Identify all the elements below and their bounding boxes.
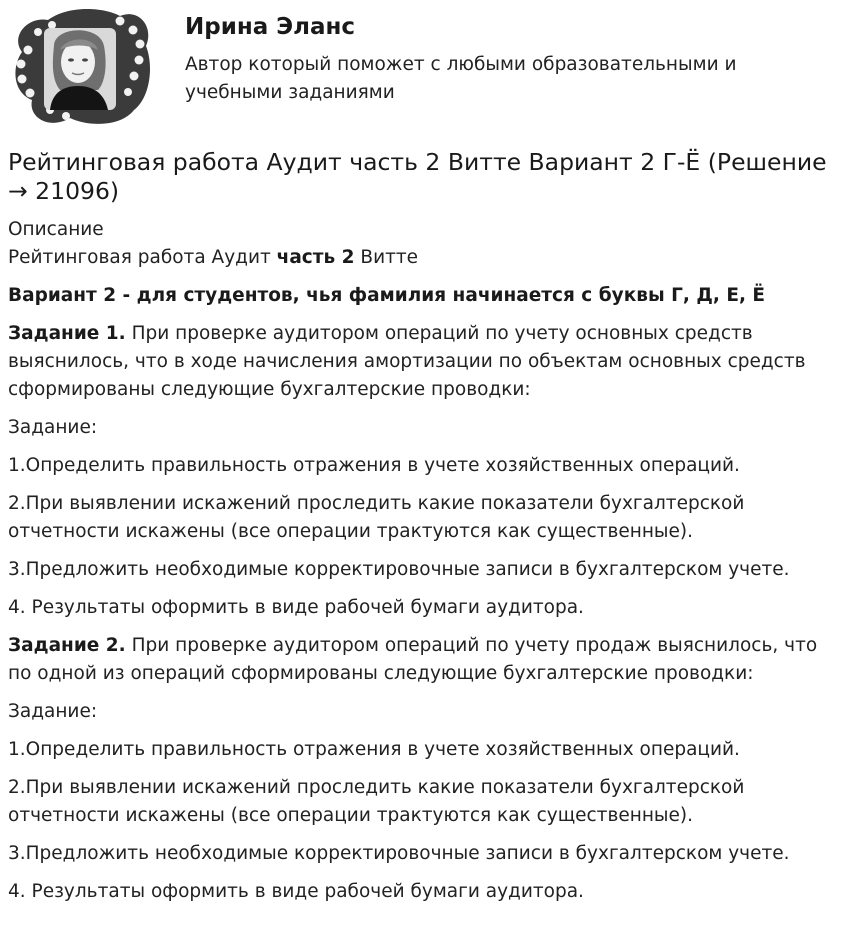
page-title: Рейтинговая работа Аудит часть 2 Витте Вариант 2 Г-Ё (Решение → 21096) <box>8 148 827 205</box>
variant-heading <box>8 282 838 310</box>
description-label: Описание <box>8 219 104 240</box>
subtitle-bold: часть 2 <box>276 247 355 268</box>
task-1-item: 1.Определить правильность отражения в учете хозяйственных операций. <box>8 455 740 476</box>
task-2-heading: Задание 2. <box>8 635 126 656</box>
task-2-text: При проверке аудитором операций по учету продаж выяснилось, что по одной из операций сформированы следующие бухгалтерские проводки: <box>8 635 818 684</box>
work-subtitle <box>8 244 838 272</box>
task-1-assignment-label: Задание: <box>8 417 98 438</box>
task-2-item: 2.При выявлении искажений проследить какие показатели бухгалтерской отчетности искажены (все операции трактуются как существенные). <box>8 777 745 826</box>
task-2-item: 3.Предложить необходимые корректировочные записи в бухгалтерском учете. <box>8 843 790 864</box>
task-2-item: 1.Определить правильность отражения в учете хозяйственных операций. <box>8 739 740 760</box>
task-1-item: 4. Результаты оформить в виде рабочей бумаги аудитора. <box>8 597 584 618</box>
task-1-text: При проверке аудитором операций по учету основных средств выяснилось, что в ходе начисления амортизации по объектам основных средств сформированы следующие бухгалтерские проводки: <box>8 323 806 400</box>
task-2-item: 4. Результаты оформить в виде рабочей бумаги аудитора. <box>8 881 584 902</box>
variant-text: Вариант 2 - для студентов, чья фамилия начинается с буквы Г, Д, Е, Ё <box>8 285 766 306</box>
subtitle-start: Рейтинговая работа Аудит <box>8 247 277 268</box>
task-2-statement <box>8 632 838 688</box>
task-1-item: 2.При выявлении искажений проследить какие показатели бухгалтерской отчетности искажены (все операции трактуются как существенные). <box>8 493 745 542</box>
author-name: Ирина Эланс <box>185 14 356 40</box>
author-avatar <box>8 6 152 128</box>
work-description <box>8 216 838 906</box>
task-1-statement <box>8 320 838 404</box>
subtitle-end: Витте <box>354 247 419 268</box>
author-card <box>8 6 838 128</box>
task-1-item: 3.Предложить необходимые корректировочные записи в бухгалтерском учете. <box>8 559 790 580</box>
task-1-heading: Задание 1. <box>8 323 126 344</box>
task-2-assignment-label: Задание: <box>8 701 98 722</box>
author-description: Автор который поможет с любыми образовательными и учебными заданиями <box>185 54 737 103</box>
